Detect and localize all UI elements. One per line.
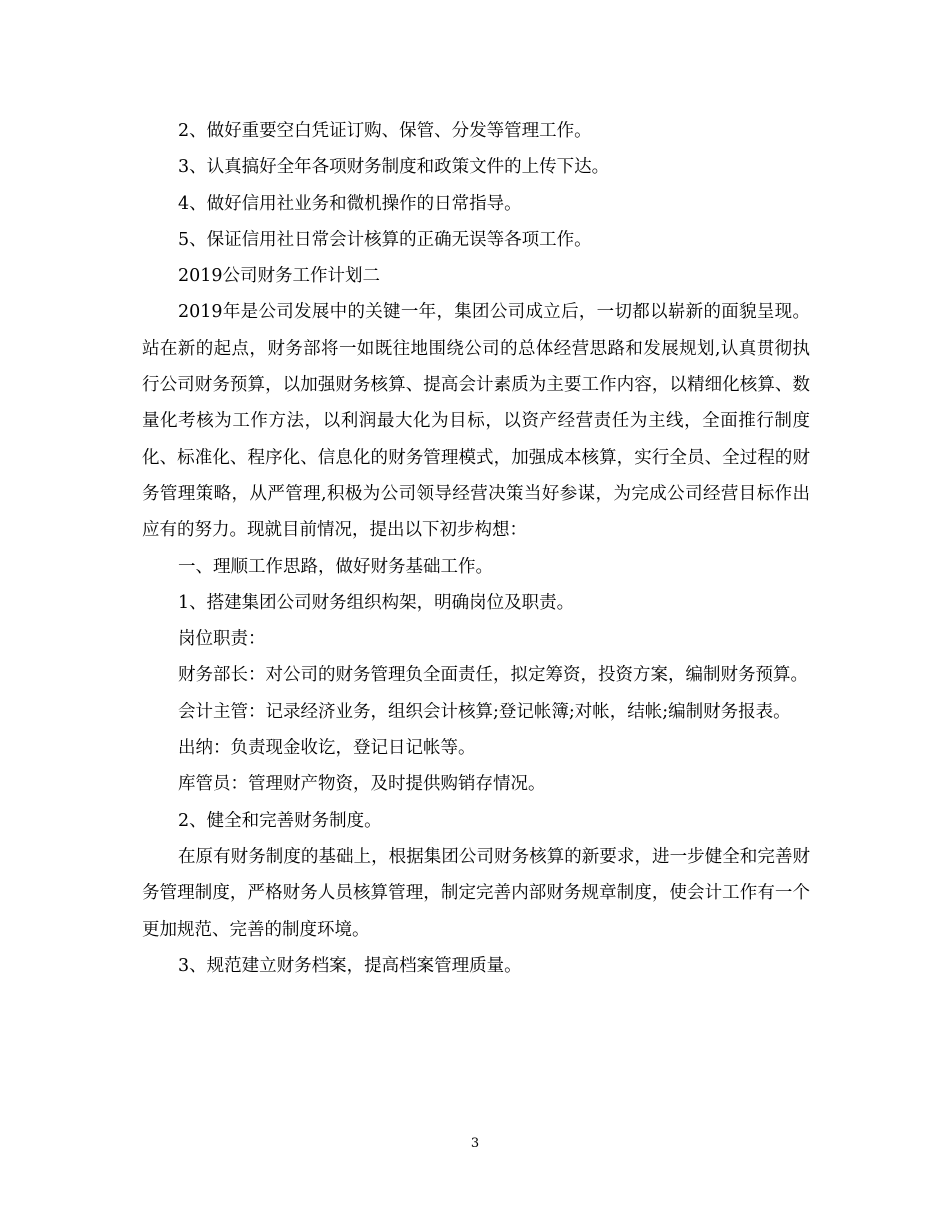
paragraph: 库管员：管理财产物资，及时提供购销存情况。: [178, 774, 546, 795]
paragraph: 2、做好重要空白凭证订购、保管、分发等管理工作。: [178, 121, 592, 141]
paragraph: 出纳：负责现金收讫，登记日记帐等。: [178, 738, 476, 759]
paragraph: 一、理顺工作思路，做好财务基础工作。: [178, 556, 493, 577]
section-heading: 2019公司财务工作计划二: [178, 266, 381, 287]
document-body: [142, 113, 810, 984]
paragraph: 3、规范建立财务档案，提高档案管理质量。: [178, 955, 522, 976]
page-number: 3: [470, 1136, 480, 1151]
paragraph: 岗位职责：: [178, 629, 266, 650]
paragraph: 3、认真搞好全年各项财务制度和政策文件的上传下达。: [178, 157, 610, 178]
paragraph: 5、保证信用社日常会计核算的正确无误等各项工作。: [178, 229, 592, 250]
paragraph: 4、做好信用社业务和微机操作的日常指导。: [178, 193, 522, 214]
paragraph: 会计主管：记录经济业务，组织会计核算;登记帐簿;对帐，结帐;编制财务报表。: [178, 701, 791, 722]
paragraph: 财务部长：对公司的财务管理负全面责任，拟定筹资，投资方案，编制财务预算。: [178, 665, 808, 686]
paragraph: 2019年是公司发展中的关键一年，集团公司成立后，一切都以崭新的面貌呈现。站在新的起点，财务部将一如既往地围绕公司的总体经营思路和发展规划,认真贯彻执行公司财务预算，以加强财务核算、提高会计素质为主要工作内容，以精细化核算、数量化考核为工作方法，以利润最大化为目标，以资产经营责任为主线，全面推行制度化、标准化、程序化、信息化的财务管理模式，加强成本核算，实行全员、全过程的财务管理策略，从严管理,积极为公司领导经营决策当好参谋，为完成公司经营目标作出应有的努力。现就目前情况，提出以下初步构想：: [142, 302, 810, 541]
paragraph: 2、健全和完善财务制度。: [178, 810, 382, 831]
paragraph: 在原有财务制度的基础上，根据集团公司财务核算的新要求，进一步健全和完善财务管理制度，严格财务人员核算管理，制定完善内部财务规章制度，使会计工作有一个更加规范、完善的制度环境。: [142, 846, 810, 940]
paragraph: 1、搭建集团公司财务组织构架，明确岗位及职责。: [178, 592, 575, 613]
